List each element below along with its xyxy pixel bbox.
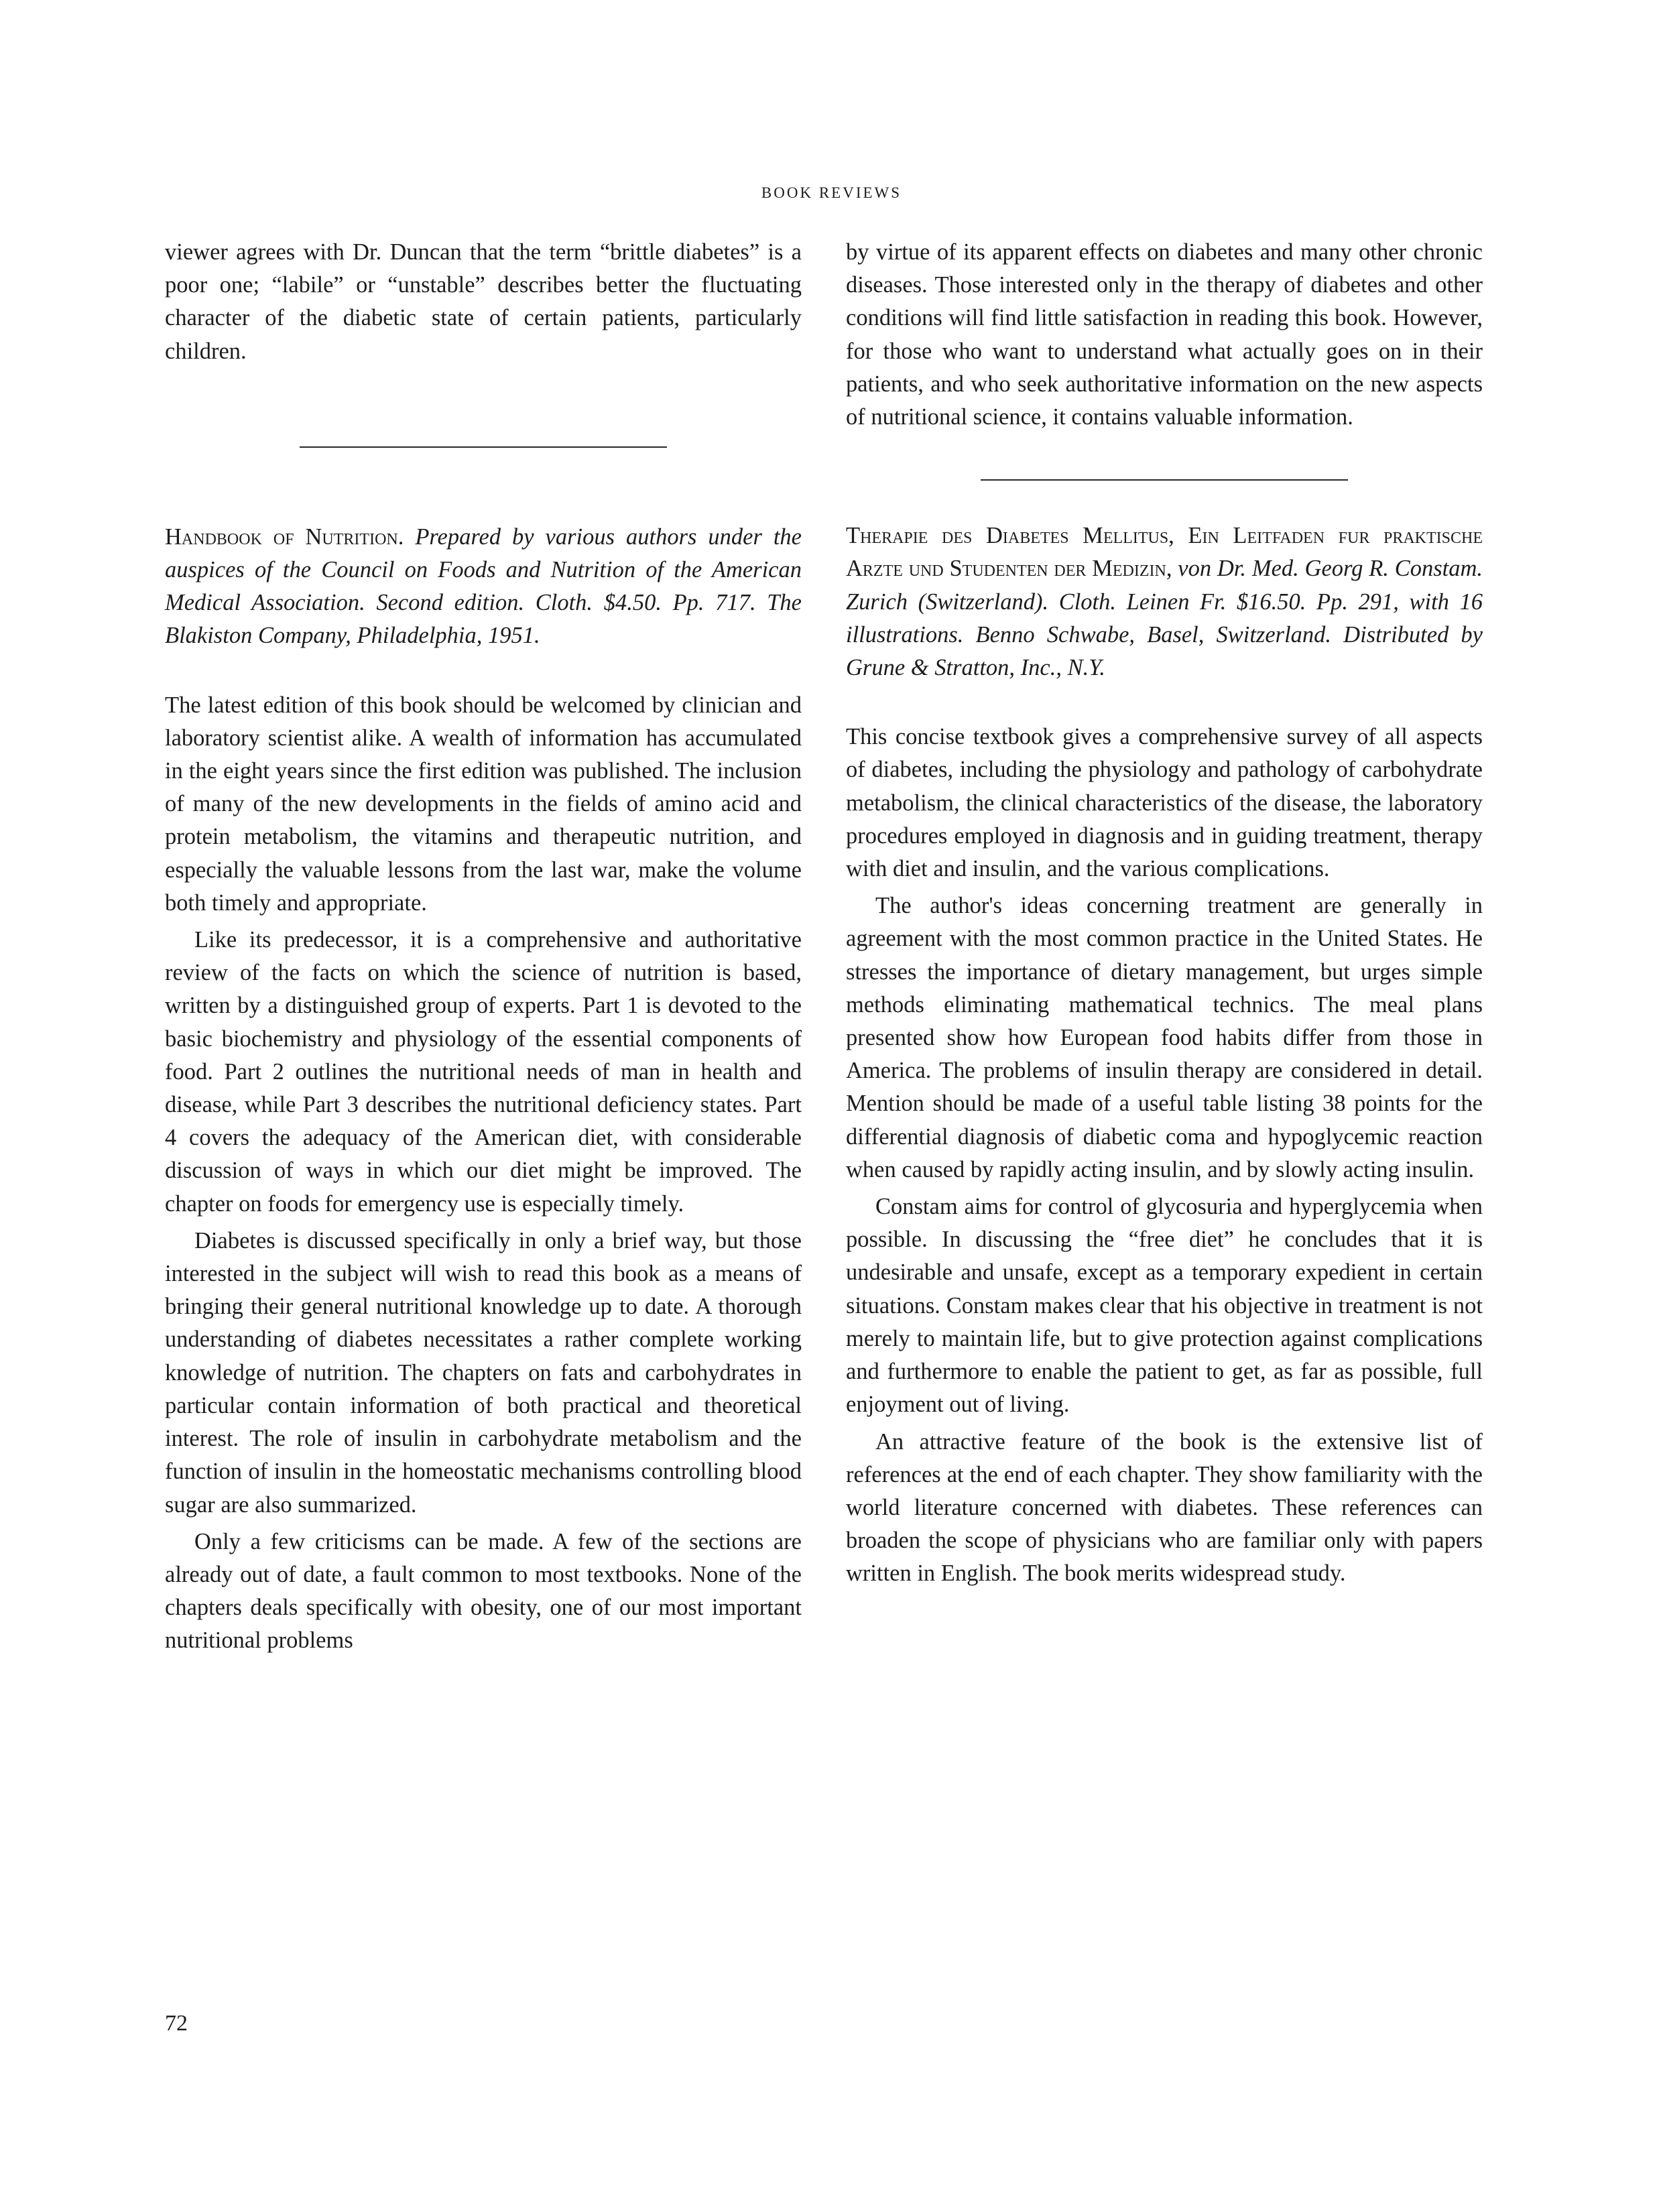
- review-paragraph: This concise textbook gives a comprehensive survey of all aspects of diabetes, including the physiology and pathology of carbohydrate metabolism, the clinical characteristics of the disease, the laboratory procedures employed in diagnosis and in guiding treatment, therapy with diet and insulin, and the various complications.: [846, 724, 1483, 882]
- section-divider: [300, 446, 667, 448]
- review-paragraph: Like its predecessor, it is a comprehensive and authoritative review of the facts on which the science of nutrition is based, written by a distinguished group of experts. Part 1 is devoted to the basic biochemistry and physiology of the essential components of food. Part 2 outlines the nutritional needs of man in health and disease, while Part 3 describes the nutritional deficiency states. Part 4 covers the adequacy of the American diet, with considerable discussion of ways in which our diet might be improved. The chapter on foods for emergency use is especially timely.: [165, 927, 802, 1217]
- review-paragraph: An attractive feature of the book is the extensive list of references at the end of each chapter. They show familiarity with the world literature concerned with diabetes. These references can broaden the scope of physicians who are familiar only with papers written in English. The book merits widespread study.: [846, 1428, 1483, 1587]
- review-paragraph: The author's ideas concerning treatment are generally in agreement with the most common practice in the United States. He stresses the importance of dietary management, but urges simple methods eliminating mathematical technics. The meal plans presented show how European food habits differ from those in America. The problems of insulin therapy are considered in detail. Mention should be made of a useful table listing 38 points for the differential diagnosis of diabetic coma and hypoglycemic reaction when caused by rapidly acting insulin, and by slowly acting insulin.: [846, 893, 1483, 1182]
- review-paragraph: Diabetes is discussed specifically in only a brief way, but those interested in the subject will wish to read this book as a means of bringing their general nutritional knowledge up to date. A thorough understanding of diabetes necessitates a rather complete working knowledge of nutrition. The chapters on fats and carbohydrates in particular contain information of both practical and theoretical interest. The role of insulin in carbohydrate metabolism and the function of insulin in the homeostatic mechanisms controlling blood sugar are also summarized.: [165, 1227, 802, 1518]
- review-details: Prepared by various authors under the auspices of the Council on Foods and Nutrition of the American Medical Association. Second edition. Cloth. $4.50. Pp. 717. The Blakiston Company, Philadelphia, 1951.: [165, 524, 802, 649]
- review-title: Handbook of Nutrition.: [165, 524, 404, 550]
- review-paragraph: Constam aims for control of glycosuria and hyperglycemia when possible. In discussing the “free diet” he concludes that it is undesirable and unsafe, except as a temporary expedient in certain situations. Constam makes clear that his objective in treatment is not merely to maintain life, but to give protection against complications and furthermore to enable the patient to get, as far as possible, full enjoyment out of living.: [846, 1194, 1483, 1418]
- review-title: Therapie des Diabetes Mellitus, Ein Leitfaden fur praktische Arzte und Studenten der Medizin,: [846, 523, 1483, 582]
- page-number: 72: [165, 2011, 188, 2036]
- right-column: [846, 236, 1483, 1591]
- section-divider: [981, 479, 1348, 481]
- review-citation: [165, 521, 802, 653]
- continued-paragraph: by virtue of its apparent effects on diabetes and many other chronic diseases. Those interested only in the therapy of diabetes and other conditions will find little satisfaction in reading this book. However, for those who want to understand what actually goes on in their patients, and who seek authoritative information on the new aspects of nutritional science, it contains valuable information.: [846, 239, 1483, 430]
- review-paragraph: Only a few criticisms can be made. A few of the sections are already out of date, a fault common to most textbooks. None of the chapters deals specifically with obesity, one of our most important nutritional problems: [165, 1528, 802, 1654]
- review-details: von Dr. Med. Georg R. Constam. Zurich (Switzerland). Cloth. Leinen Fr. $16.50. Pp. 291, with 16 illustrations. Benno Schwabe, Basel, Switzerland. Distributed by Grune & Stratton, Inc., N.Y.: [846, 556, 1483, 681]
- running-head: BOOK REVIEWS: [761, 184, 902, 201]
- review-paragraph: The latest edition of this book should be welcomed by clinician and laboratory scientist alike. A wealth of information has accumulated in the eight years since the first edition was published. The inclusion of many of the new developments in the fields of amino acid and protein metabolism, the vitamins and therapeutic nutrition, and especially the valuable lessons from the last war, make the volume both timely and appropriate.: [165, 692, 802, 916]
- review-citation: [846, 519, 1483, 684]
- continued-paragraph: viewer agrees with Dr. Duncan that the term “brittle diabetes” is a poor one; “labile” or “unstable” describes better the fluctuating character of the diabetic state of certain patients, particularly children.: [165, 239, 802, 364]
- left-column: [165, 236, 802, 1658]
